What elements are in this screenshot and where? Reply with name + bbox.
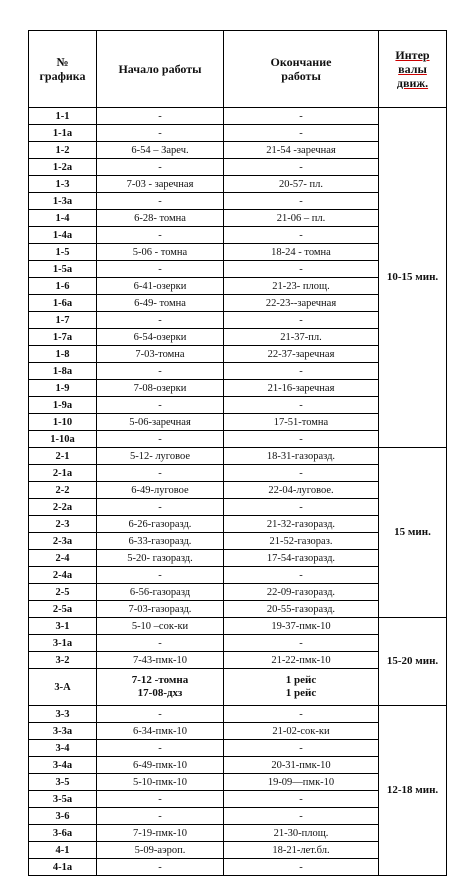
cell-start: - — [97, 465, 224, 482]
interval-cell: 15-20 мин. — [379, 618, 447, 706]
cell-start: - — [97, 159, 224, 176]
cell-end: - — [224, 431, 379, 448]
cell-start: - — [97, 808, 224, 825]
header-start: Начало работы — [97, 31, 224, 108]
cell-end: 1 рейс 1 рейс — [224, 669, 379, 706]
cell-num: 4-1 — [29, 842, 97, 859]
cell-end: 22-23--заречная — [224, 295, 379, 312]
cell-start: 5-12- луговое — [97, 448, 224, 465]
cell-num: 2-5 — [29, 584, 97, 601]
cell-start: - — [97, 635, 224, 652]
cell-end: 21-54 -заречная — [224, 142, 379, 159]
cell-end: - — [224, 465, 379, 482]
cell-start: 6-28- томна — [97, 210, 224, 227]
cell-num: 1-5 — [29, 244, 97, 261]
cell-num: 3-2 — [29, 652, 97, 669]
cell-num: 3-А — [29, 669, 97, 706]
table-row — [29, 448, 447, 465]
cell-num: 3-1 — [29, 618, 97, 635]
cell-num: 3-4а — [29, 757, 97, 774]
cell-start: - — [97, 261, 224, 278]
cell-start: 6-26-газоразд. — [97, 516, 224, 533]
cell-start: - — [97, 567, 224, 584]
cell-end: - — [224, 567, 379, 584]
cell-num: 3-1а — [29, 635, 97, 652]
header-end: Окончание работы — [224, 31, 379, 108]
cell-start: 6-56-газоразд — [97, 584, 224, 601]
table-row — [29, 706, 447, 723]
schedule-body — [29, 108, 447, 876]
cell-start: 6-54-озерки — [97, 329, 224, 346]
cell-num: 2-3 — [29, 516, 97, 533]
cell-num: 2-4 — [29, 550, 97, 567]
cell-end: 20-31-пмк-10 — [224, 757, 379, 774]
cell-end: - — [224, 227, 379, 244]
cell-num: 3-5а — [29, 791, 97, 808]
cell-start: - — [97, 431, 224, 448]
cell-end: - — [224, 706, 379, 723]
cell-start: 6-34-пмк-10 — [97, 723, 224, 740]
cell-start: - — [97, 363, 224, 380]
cell-start: 5-10-пмк-10 — [97, 774, 224, 791]
cell-end: 19-09—пмк-10 — [224, 774, 379, 791]
cell-num: 3-5 — [29, 774, 97, 791]
cell-end: 22-09-газоразд. — [224, 584, 379, 601]
interval-cell: 15 мин. — [379, 448, 447, 618]
cell-start: 7-43-пмк-10 — [97, 652, 224, 669]
cell-start: 7-03 - заречная — [97, 176, 224, 193]
cell-num: 1-8 — [29, 346, 97, 363]
cell-num: 2-2 — [29, 482, 97, 499]
cell-start: 7-12 -томна 17-08-дхз — [97, 669, 224, 706]
cell-num: 1-2а — [29, 159, 97, 176]
cell-num: 1-2 — [29, 142, 97, 159]
schedule-sheet — [28, 30, 446, 876]
cell-end: 20-57- пл. — [224, 176, 379, 193]
cell-num: 1-5а — [29, 261, 97, 278]
cell-end: 20-55-газоразд. — [224, 601, 379, 618]
cell-start: 7-08-озерки — [97, 380, 224, 397]
cell-end: - — [224, 740, 379, 757]
cell-start: 6-49- томна — [97, 295, 224, 312]
cell-num: 1-7 — [29, 312, 97, 329]
cell-end: - — [224, 635, 379, 652]
cell-num: 1-3а — [29, 193, 97, 210]
cell-num: 3-3а — [29, 723, 97, 740]
cell-end: - — [224, 193, 379, 210]
cell-end: 18-24 - томна — [224, 244, 379, 261]
table-row — [29, 618, 447, 635]
cell-end: 22-04-луговое. — [224, 482, 379, 499]
cell-start: 7-03-газоразд. — [97, 601, 224, 618]
cell-num: 1-4 — [29, 210, 97, 227]
cell-num: 2-1а — [29, 465, 97, 482]
cell-num: 2-5а — [29, 601, 97, 618]
cell-num: 3-6а — [29, 825, 97, 842]
cell-start: 6-49-луговое — [97, 482, 224, 499]
header-row — [29, 31, 447, 108]
cell-end: 18-21-лет.бл. — [224, 842, 379, 859]
cell-end: 21-23- площ. — [224, 278, 379, 295]
cell-end: 21-16-заречная — [224, 380, 379, 397]
cell-start: - — [97, 791, 224, 808]
cell-start: 5-06 - томна — [97, 244, 224, 261]
cell-end: - — [224, 261, 379, 278]
cell-num: 1-8а — [29, 363, 97, 380]
cell-end: - — [224, 808, 379, 825]
cell-num: 2-1 — [29, 448, 97, 465]
cell-start: 5-20- газоразд. — [97, 550, 224, 567]
cell-num: 1-6а — [29, 295, 97, 312]
cell-end: 18-31-газоразд. — [224, 448, 379, 465]
cell-end: 21-37-пл. — [224, 329, 379, 346]
cell-num: 1-10 — [29, 414, 97, 431]
cell-end: 22-37-заречная — [224, 346, 379, 363]
cell-num: 2-4а — [29, 567, 97, 584]
schedule-table — [28, 30, 447, 876]
cell-num: 1-6 — [29, 278, 97, 295]
cell-start: - — [97, 125, 224, 142]
cell-end: - — [224, 159, 379, 176]
cell-num: 1-9 — [29, 380, 97, 397]
cell-start: - — [97, 397, 224, 414]
cell-start: - — [97, 193, 224, 210]
cell-num: 2-3а — [29, 533, 97, 550]
cell-end: - — [224, 791, 379, 808]
cell-num: 1-1а — [29, 125, 97, 142]
cell-end: - — [224, 363, 379, 380]
cell-end: 21-52-газораз. — [224, 533, 379, 550]
cell-end: 19-37-пмк-10 — [224, 618, 379, 635]
cell-start: - — [97, 108, 224, 125]
cell-num: 1-4а — [29, 227, 97, 244]
cell-start: - — [97, 859, 224, 876]
cell-start: 6-54 – Зареч. — [97, 142, 224, 159]
cell-start: 5-06-заречная — [97, 414, 224, 431]
cell-end: 21-06 – пл. — [224, 210, 379, 227]
header-num: № графика — [29, 31, 97, 108]
cell-start: - — [97, 227, 224, 244]
cell-end: - — [224, 312, 379, 329]
cell-end: 21-32-газоразд. — [224, 516, 379, 533]
cell-end: - — [224, 859, 379, 876]
cell-end: 21-02-сок-ки — [224, 723, 379, 740]
cell-start: - — [97, 706, 224, 723]
cell-start: - — [97, 740, 224, 757]
cell-num: 1-9а — [29, 397, 97, 414]
interval-cell: 12-18 мин. — [379, 706, 447, 876]
cell-start: 7-03-томна — [97, 346, 224, 363]
cell-end: - — [224, 125, 379, 142]
cell-start: 5-10 –сок-ки — [97, 618, 224, 635]
cell-start: 7-19-пмк-10 — [97, 825, 224, 842]
cell-num: 3-4 — [29, 740, 97, 757]
cell-start: - — [97, 312, 224, 329]
cell-start: - — [97, 499, 224, 516]
cell-end: - — [224, 397, 379, 414]
cell-num: 1-10а — [29, 431, 97, 448]
table-row — [29, 108, 447, 125]
cell-num: 1-1 — [29, 108, 97, 125]
cell-end: - — [224, 499, 379, 516]
cell-num: 1-7а — [29, 329, 97, 346]
cell-end: 17-51-томна — [224, 414, 379, 431]
cell-start: 6-49-пмк-10 — [97, 757, 224, 774]
cell-num: 2-2а — [29, 499, 97, 516]
cell-end: - — [224, 108, 379, 125]
interval-cell: 10-15 мин. — [379, 108, 447, 448]
cell-num: 4-1а — [29, 859, 97, 876]
cell-num: 3-6 — [29, 808, 97, 825]
cell-start: 6-41-озерки — [97, 278, 224, 295]
cell-end: 21-30-площ. — [224, 825, 379, 842]
cell-start: 5-09-аэроп. — [97, 842, 224, 859]
header-interval: Интер валы движ. — [379, 31, 447, 108]
cell-num: 1-3 — [29, 176, 97, 193]
cell-end: 17-54-газоразд. — [224, 550, 379, 567]
cell-end: 21-22-пмк-10 — [224, 652, 379, 669]
cell-num: 3-3 — [29, 706, 97, 723]
cell-start: 6-33-газоразд. — [97, 533, 224, 550]
